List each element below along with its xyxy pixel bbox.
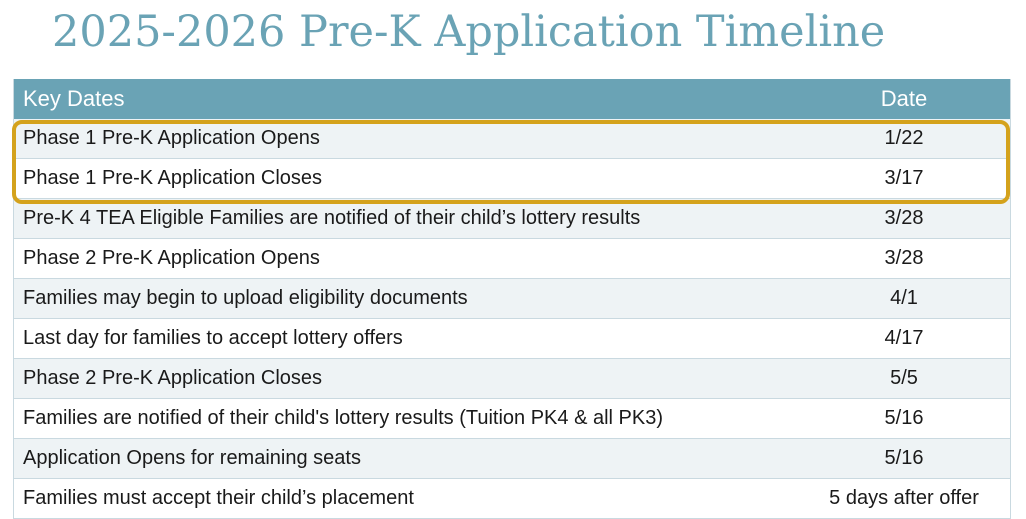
row-key: Phase 1 Pre-K Application Opens — [23, 127, 320, 149]
header-date: Date — [880, 86, 928, 111]
row-key: Phase 2 Pre-K Application Opens — [23, 247, 320, 269]
table-row — [14, 239, 1010, 279]
table-header-row — [14, 79, 1010, 119]
row-key: Last day for families to accept lottery offers — [23, 327, 403, 349]
row-date: 3/28 — [884, 247, 924, 269]
table-row — [14, 159, 1010, 199]
row-date: 5/16 — [884, 447, 924, 469]
page-title: 2025-2026 Pre-K Application Timeline — [52, 7, 886, 57]
row-key: Families must accept their child’s placement — [23, 487, 414, 509]
table-row — [14, 119, 1010, 159]
row-date: 5 days after offer — [829, 487, 979, 509]
row-date: 4/1 — [890, 287, 918, 309]
row-key: Families are notified of their child's lottery results (Tuition PK4 & all PK3) — [23, 407, 663, 429]
row-key: Pre-K 4 TEA Eligible Families are notified of their child’s lottery results — [23, 207, 641, 229]
row-key: Phase 1 Pre-K Application Closes — [23, 167, 323, 189]
table-row — [14, 479, 1010, 519]
table-row — [14, 359, 1010, 399]
table-row — [14, 199, 1010, 239]
row-date: 3/28 — [884, 207, 924, 229]
row-date: 1/22 — [884, 127, 924, 149]
row-key: Families may begin to upload eligibility documents — [23, 287, 468, 309]
table-row — [14, 399, 1010, 439]
timeline-table — [13, 79, 1011, 519]
header-key-dates: Key Dates — [23, 86, 125, 111]
row-date: 3/17 — [884, 167, 924, 189]
table-row — [14, 439, 1010, 479]
table-row — [14, 279, 1010, 319]
row-date: 5/16 — [884, 407, 924, 429]
row-date: 5/5 — [890, 367, 918, 389]
row-key: Application Opens for remaining seats — [23, 447, 361, 469]
row-date: 4/17 — [884, 327, 924, 349]
row-key: Phase 2 Pre-K Application Closes — [23, 367, 323, 389]
table-row — [14, 319, 1010, 359]
